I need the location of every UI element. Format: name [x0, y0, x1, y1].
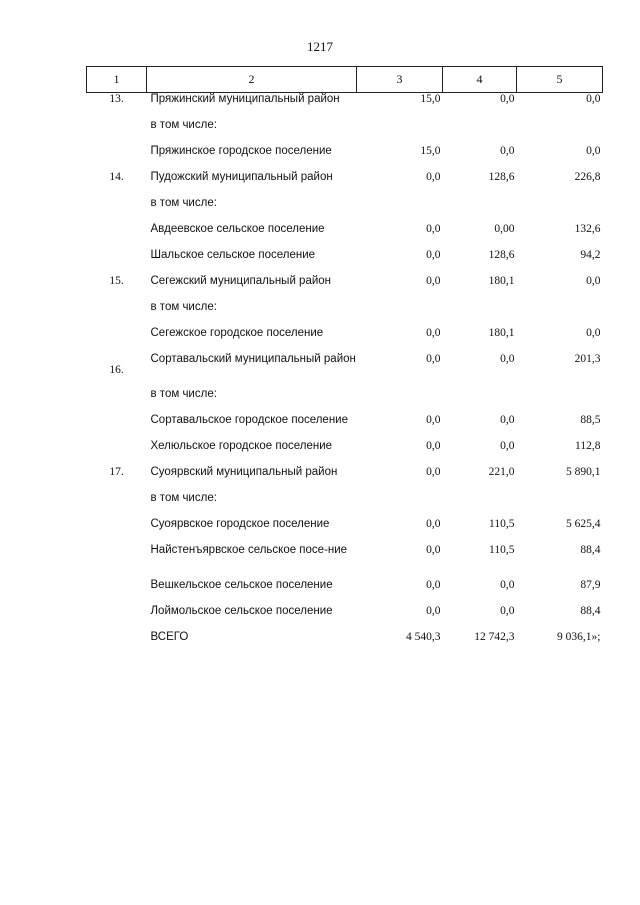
- column-5-value: 88,4: [580, 605, 601, 617]
- table-row: [87, 440, 603, 466]
- column-5-value: 0,0: [586, 275, 601, 287]
- column-5-value: [517, 301, 603, 327]
- row-number-cell: [87, 605, 147, 631]
- column-4-value: 128,6: [488, 249, 515, 261]
- table-row: [87, 492, 603, 518]
- table-row: [87, 119, 603, 145]
- row-number-cell: [87, 249, 147, 275]
- table-row: [87, 145, 603, 171]
- column-5-value: [517, 388, 603, 414]
- row-number-cell: 16.: [109, 364, 124, 376]
- column-3-value: 15,0: [420, 145, 441, 157]
- row-name-cell: Сортавальский муниципальный район: [150, 353, 356, 365]
- row-name-cell: Суоярвский муниципальный район: [150, 466, 338, 478]
- row-number-cell: [87, 145, 147, 171]
- row-name-cell: ВСЕГО: [150, 631, 189, 643]
- row-number-cell: [87, 579, 147, 605]
- row-name-cell: в том числе:: [150, 388, 217, 400]
- column-3-value: 0,0: [426, 544, 441, 556]
- table-row: [87, 388, 603, 414]
- column-5-value: [517, 119, 603, 145]
- column-header-3: 3: [357, 67, 443, 93]
- table-row: [87, 275, 603, 301]
- column-4-value: 0,0: [500, 605, 515, 617]
- column-5-value: 112,8: [575, 440, 601, 452]
- column-4-value: [443, 119, 517, 145]
- table-body: [87, 93, 603, 658]
- column-4-value: 0,0: [500, 440, 515, 452]
- column-4-value: 110,5: [489, 518, 515, 530]
- column-4-value: 0,0: [500, 414, 515, 426]
- row-number-cell: [87, 301, 147, 327]
- column-4-value: 0,0: [500, 353, 515, 365]
- column-4-value: 0,0: [500, 93, 515, 105]
- column-5-value: 5 625,4: [566, 518, 601, 530]
- table-row: [87, 327, 603, 353]
- column-4-value: 0,0: [500, 579, 515, 591]
- column-5-value: 87,9: [580, 579, 601, 591]
- column-3-value: 0,0: [426, 579, 441, 591]
- row-name-cell: в том числе:: [150, 119, 217, 131]
- column-5-value: 94,2: [580, 249, 601, 261]
- table-row: [87, 518, 603, 544]
- table-row: [87, 414, 603, 440]
- column-3-value: 0,0: [426, 518, 441, 530]
- budget-table: [86, 66, 603, 657]
- column-3-value: [357, 492, 443, 518]
- column-5-value: 5 890,1: [566, 466, 601, 478]
- column-4-value: [443, 388, 517, 414]
- column-3-value: 0,0: [426, 249, 441, 261]
- page-number: 1217: [307, 39, 333, 54]
- column-3-value: 15,0: [420, 93, 441, 105]
- column-5-value: 9 036,1»;: [557, 631, 601, 643]
- row-number-cell: 14.: [109, 171, 124, 183]
- column-4-value: 180,1: [488, 275, 515, 287]
- row-name-cell: в том числе:: [150, 492, 217, 504]
- column-4-value: 110,5: [489, 544, 515, 556]
- row-name-cell: Вешкельское сельское поселение: [150, 579, 333, 591]
- column-3-value: 0,0: [426, 605, 441, 617]
- table-header: [87, 67, 603, 93]
- row-number-cell: 17.: [109, 466, 124, 478]
- row-name-cell: Хелюльское городское поселение: [150, 440, 333, 452]
- row-name-cell: Лоймольское сельское поселение: [150, 605, 333, 617]
- table-row: [87, 579, 603, 605]
- table-row: [87, 631, 603, 657]
- row-number-cell: [87, 197, 147, 223]
- column-5-value: [517, 492, 603, 518]
- column-5-value: 88,4: [580, 544, 601, 556]
- row-number-cell: 15.: [109, 275, 124, 287]
- column-4-value: [443, 492, 517, 518]
- column-5-value: 0,0: [586, 93, 601, 105]
- column-3-value: [357, 197, 443, 223]
- row-name-cell: Сегежский муниципальный район: [150, 275, 332, 287]
- row-number-cell: [87, 631, 147, 657]
- column-3-value: 0,0: [426, 223, 441, 235]
- column-3-value: [357, 119, 443, 145]
- row-number-cell: 13.: [109, 93, 124, 105]
- row-number-cell: [87, 440, 147, 466]
- row-name-cell: Сегежское городское поселение: [150, 327, 324, 339]
- row-name-cell: Найстенъярвское сельское посе-ние: [150, 544, 348, 556]
- column-4-value: 180,1: [488, 327, 515, 339]
- row-number-cell: [87, 492, 147, 518]
- column-5-value: 226,8: [574, 171, 601, 183]
- column-5-value: 201,3: [574, 353, 601, 365]
- column-3-value: 0,0: [426, 466, 441, 478]
- column-5-value: [517, 197, 603, 223]
- column-3-value: 4 540,3: [406, 631, 441, 643]
- column-5-value: 0,0: [586, 145, 601, 157]
- row-number-cell: [87, 388, 147, 414]
- table-row: [87, 93, 603, 120]
- row-name-cell: Пудожский муниципальный район: [150, 171, 333, 183]
- table-row: [87, 301, 603, 327]
- column-header-2: 2: [147, 67, 357, 93]
- column-5-value: 88,5: [580, 414, 601, 426]
- column-header-4: 4: [443, 67, 517, 93]
- row-name-cell: Пряжинское городское поселение: [150, 145, 332, 157]
- row-name-cell: в том числе:: [150, 301, 217, 313]
- column-5-value: 132,6: [574, 223, 601, 235]
- column-4-value: 128,6: [488, 171, 515, 183]
- column-header-1: 1: [87, 67, 147, 93]
- row-name-cell: Авдеевское сельское поселение: [150, 223, 325, 235]
- column-3-value: 0,0: [426, 440, 441, 452]
- row-number-cell: [87, 223, 147, 249]
- column-3-value: 0,0: [426, 414, 441, 426]
- row-number-cell: [87, 414, 147, 440]
- table-row: [87, 605, 603, 631]
- column-3-value: 0,0: [426, 171, 441, 183]
- column-4-value: 12 742,3: [474, 631, 515, 643]
- row-name-cell: Шальское сельское поселение: [150, 249, 316, 261]
- row-name-cell: Пряжинский муниципальный район: [150, 93, 340, 105]
- column-4-value: [443, 197, 517, 223]
- column-4-value: 0,00: [494, 223, 515, 235]
- row-name-cell: в том числе:: [150, 197, 217, 209]
- column-3-value: 0,0: [426, 275, 441, 287]
- row-number-cell: [87, 518, 147, 544]
- column-3-value: [357, 388, 443, 414]
- table-row: [87, 249, 603, 275]
- table-row: [87, 544, 603, 579]
- column-header-5: 5: [517, 67, 603, 93]
- row-name-cell: Суоярвское городское поселение: [150, 518, 330, 530]
- table-row: [87, 466, 603, 492]
- table-row: [87, 223, 603, 249]
- column-3-value: [357, 301, 443, 327]
- column-4-value: 221,0: [488, 466, 515, 478]
- row-number-cell: [87, 327, 147, 353]
- table-row: [87, 353, 603, 388]
- column-3-value: 0,0: [426, 353, 441, 365]
- row-number-cell: [87, 119, 147, 145]
- table-row: [87, 197, 603, 223]
- column-4-value: 0,0: [500, 145, 515, 157]
- column-3-value: 0,0: [426, 327, 441, 339]
- column-5-value: 0,0: [586, 327, 601, 339]
- row-number-cell: [87, 544, 147, 579]
- table-row: [87, 171, 603, 197]
- column-4-value: [443, 301, 517, 327]
- row-name-cell: Сортавальское городское поселение: [150, 414, 348, 426]
